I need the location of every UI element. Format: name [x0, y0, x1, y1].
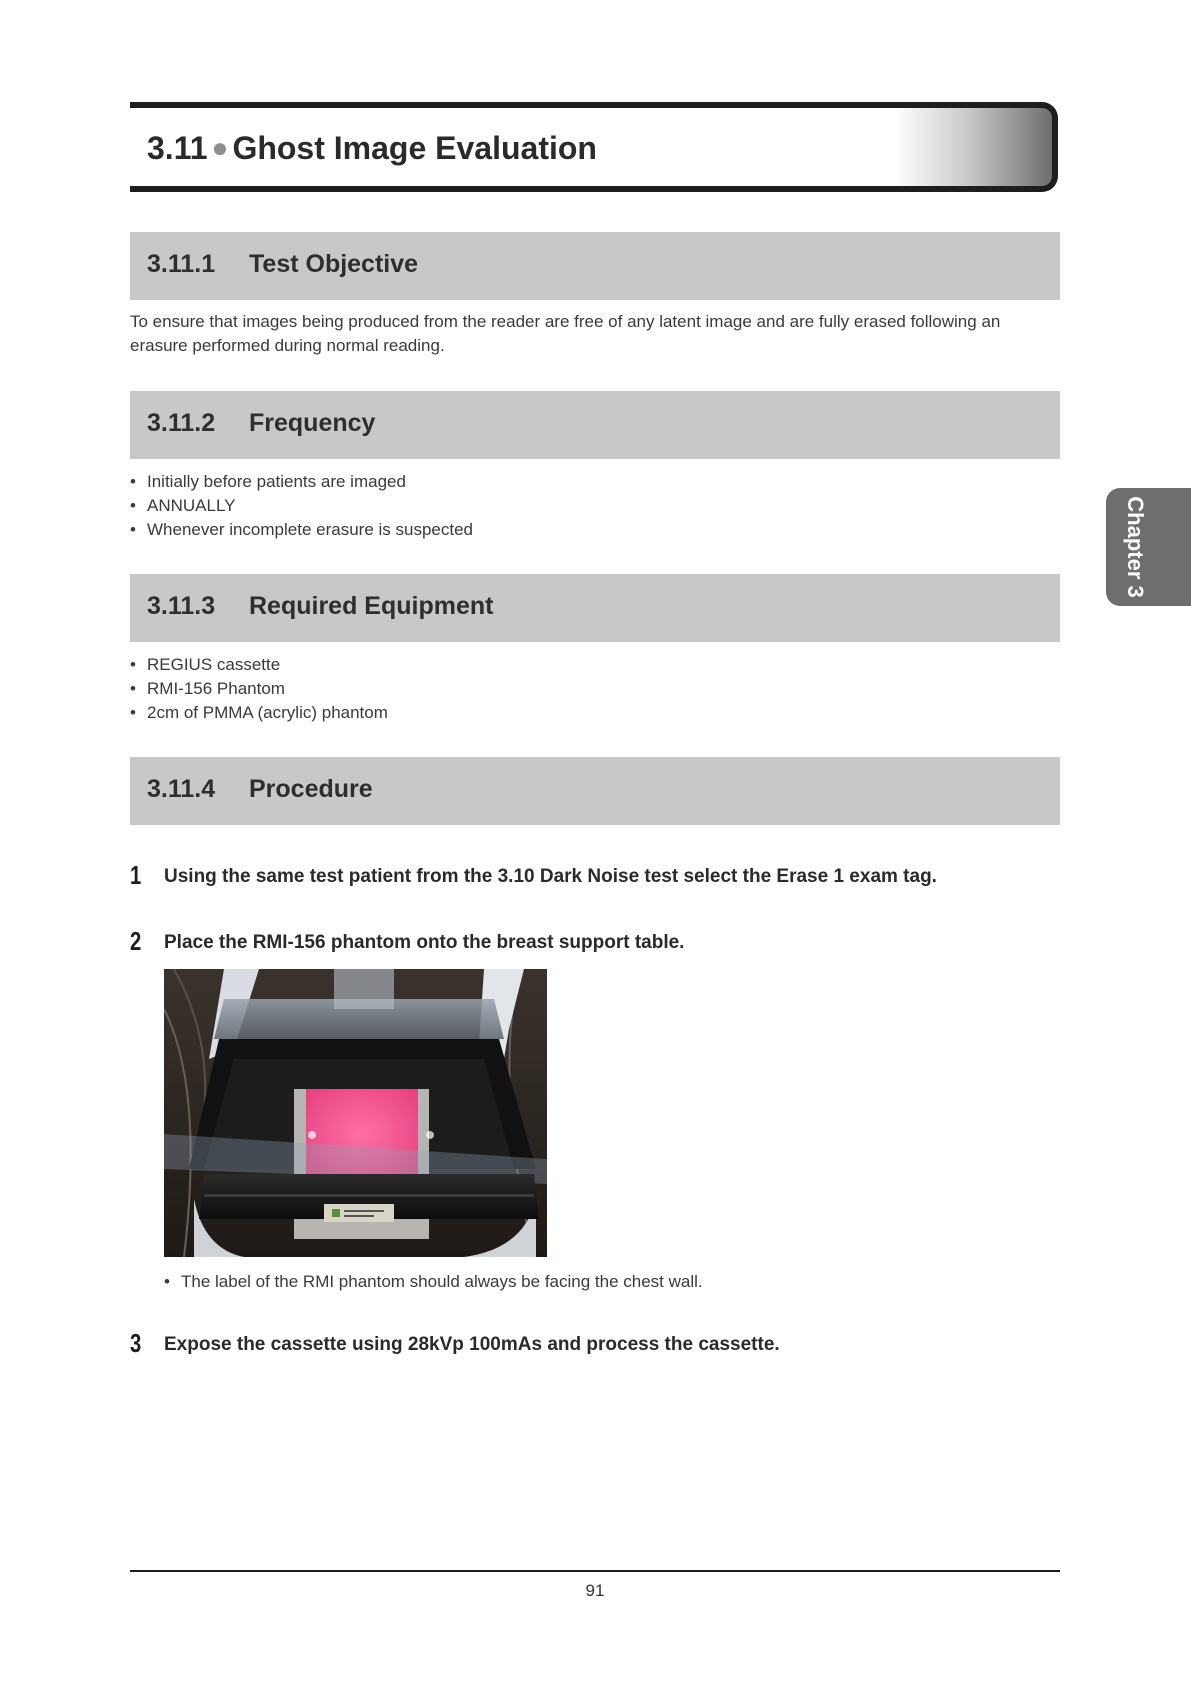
list-item: • Initially before patients are imaged — [130, 470, 473, 494]
frequency-list — [130, 470, 473, 542]
section-title: Procedure — [249, 775, 373, 803]
footer-divider — [130, 1570, 1060, 1572]
step-text: Place the RMI-156 phantom onto the breast support table. — [164, 932, 685, 953]
chapter-heading — [147, 130, 597, 167]
phantom-on-breast-support-image — [164, 969, 547, 1257]
section-header-test-objective — [130, 232, 1060, 300]
chapter-number: 3.11 — [147, 130, 208, 166]
chapter-tab-label: Chapter 3 — [1123, 496, 1148, 598]
list-item: • Whenever incomplete erasure is suspected — [130, 518, 473, 542]
section-title: Frequency — [249, 409, 376, 437]
section-number: 3.11.4 — [147, 775, 216, 803]
step-number: 1 — [130, 860, 142, 890]
section-number: 3.11.2 — [147, 409, 216, 437]
section-number: 3.11.1 — [147, 250, 216, 278]
phantom-photo — [164, 969, 547, 1257]
step-text: Expose the cassette using 28kVp 100mAs and process the cassette. — [164, 1334, 780, 1355]
test-objective-text: To ensure that images being produced from the reader are free of any latent image and are fully erased following an erasure performed during normal reading. — [130, 312, 1001, 355]
section-header-procedure — [130, 757, 1060, 825]
chapter-title: Ghost Image Evaluation — [232, 130, 597, 166]
chapter-tab — [1106, 488, 1191, 606]
step-number: 2 — [130, 926, 142, 956]
section-title: Required Equipment — [249, 592, 494, 620]
step-2-note-list — [164, 1270, 703, 1294]
step-text: Using the same test patient from the 3.10 Dark Noise test select the Erase 1 exam tag. — [164, 866, 937, 887]
section-header-frequency — [130, 391, 1060, 459]
section-header-required-equipment — [130, 574, 1060, 642]
list-item: • 2cm of PMMA (acrylic) phantom — [130, 701, 388, 725]
section-number: 3.11.3 — [147, 592, 216, 620]
bullet-dot-icon: ● — [211, 132, 229, 163]
list-item: • ANNUALLY — [130, 494, 473, 518]
equipment-list — [130, 653, 388, 725]
section-title: Test Objective — [249, 250, 419, 278]
page-number: 91 — [585, 1581, 605, 1600]
list-item: • REGIUS cassette — [130, 653, 388, 677]
chapter-title-box — [130, 102, 1058, 192]
step-number: 3 — [130, 1328, 142, 1358]
list-item: • The label of the RMI phantom should always be facing the chest wall. — [164, 1270, 703, 1294]
list-item: • RMI-156 Phantom — [130, 677, 388, 701]
